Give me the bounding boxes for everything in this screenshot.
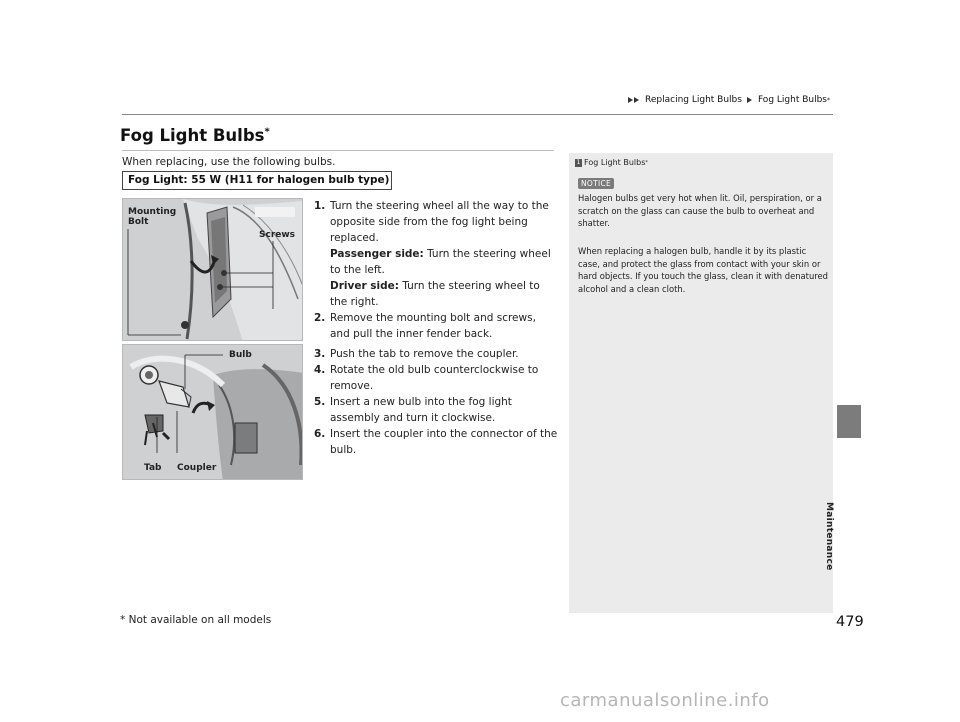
- footnote: * Not available on all models: [120, 614, 272, 626]
- watermark: carmanualsonline.info: [560, 690, 770, 711]
- breadcrumb-asterisk: *: [827, 96, 830, 104]
- arrow-icon: [747, 97, 752, 103]
- step-item: 5. Insert a new bulb into the fog light assembly and turn it clockwise.: [314, 396, 512, 424]
- title-rule: [122, 150, 554, 151]
- reference-number-icon: 1: [576, 158, 581, 166]
- step-note: Driver side: Turn the steering wheel to the right.: [330, 280, 540, 308]
- page-number: 479: [836, 614, 864, 630]
- coupler-label: Coupler: [177, 463, 217, 473]
- note-paragraph: Halogen bulbs get very hot when lit. Oil, perspiration, or a scratch on the glass can cause the bulb to overheat and shatter.: [578, 193, 822, 228]
- note-paragraph: When replacing a halogen bulb, handle it by its plastic case, and protect the glass from contact with your skin or hard objects. If you touch the glass, clean it with denatured alcohol and a clean cloth.: [578, 246, 828, 294]
- arrow-icon: [634, 97, 639, 103]
- title-asterisk: *: [264, 126, 270, 138]
- header-rule: [122, 114, 833, 115]
- bulb-illustration: [122, 344, 303, 480]
- intro-text: When replacing, use the following bulbs.: [122, 156, 336, 168]
- bulb-drawing: [123, 345, 303, 480]
- screws-label: Screws: [259, 230, 296, 240]
- breadcrumb-parent[interactable]: Replacing Light Bulbs: [645, 95, 742, 105]
- breadcrumb: [628, 95, 830, 105]
- breadcrumb-current: Fog Light Bulbs: [757, 95, 827, 105]
- section-tab-marker[interactable]: [837, 405, 861, 438]
- bulb-spec-box: Fog Light: 55 W (H11 for halogen bulb type): [122, 171, 392, 190]
- note-title: 1 Fog Light Bulbs *: [576, 158, 648, 167]
- bulb-label: Bulb: [229, 350, 252, 360]
- fender-illustration: [122, 198, 303, 341]
- page-title: Fog Light Bulbs*: [120, 126, 270, 145]
- mounting-bolt-label: Mounting Bolt: [128, 207, 177, 227]
- section-tab-label: Maintenance: [824, 502, 834, 571]
- arrow-icon: [628, 97, 633, 103]
- step-item: 1. Turn the steering wheel all the way to the opposite side from the fog light being replaced.: [314, 200, 549, 244]
- steps-list: [314, 198, 558, 458]
- step-item: 4. Rotate the old bulb counterclockwise to remove.: [314, 364, 539, 392]
- step-item: 2. Remove the mounting bolt and screws, and pull the inner fender back.: [314, 312, 536, 340]
- step-item: 3. Push the tab to remove the coupler.: [314, 348, 519, 360]
- step-item: 6. Insert the coupler into the connector of the bulb.: [314, 428, 558, 456]
- notice-badge: NOTICE: [578, 178, 614, 189]
- tab-label: Tab: [144, 463, 162, 473]
- step-note: Passenger side: Turn the steering wheel to the left.: [330, 248, 551, 276]
